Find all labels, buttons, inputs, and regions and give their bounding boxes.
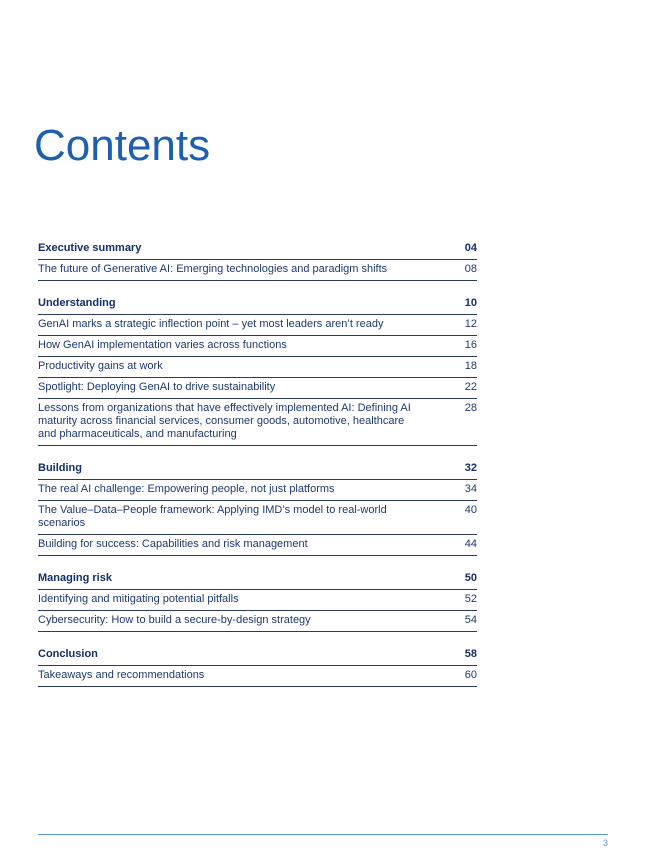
toc-heading[interactable] xyxy=(38,295,477,315)
toc-heading-label: Executive summary xyxy=(38,242,142,254)
toc-item-page: 22 xyxy=(464,381,477,393)
table-of-contents xyxy=(38,240,477,701)
page-number: 3 xyxy=(602,838,608,848)
toc-heading-label: Conclusion xyxy=(38,648,98,660)
toc-item-label: Lessons from organizations that have effectively implemented AI: Defining AI maturity across financial services, consumer goods, automotive, healthcare and pharmaceuticals, and manufacturing xyxy=(38,402,411,440)
toc-item[interactable] xyxy=(38,315,477,336)
page-title: Contents xyxy=(34,121,211,170)
toc-heading-label: Understanding xyxy=(38,297,116,309)
toc-item-label: Takeaways and recommendations xyxy=(38,669,205,681)
toc-heading-page: 32 xyxy=(464,462,477,474)
toc-item-label: How GenAI implementation varies across functions xyxy=(38,339,287,351)
toc-section-building xyxy=(38,460,477,556)
toc-item-label: The real AI challenge: Empowering people, not just platforms xyxy=(38,483,335,495)
toc-item[interactable] xyxy=(38,535,477,556)
toc-item-page: 40 xyxy=(464,504,477,516)
toc-item-label: Cybersecurity: How to build a secure-by-design strategy xyxy=(38,614,311,626)
toc-item[interactable] xyxy=(38,611,477,632)
toc-heading-label: Building xyxy=(38,462,82,474)
toc-item[interactable] xyxy=(38,666,477,687)
toc-section-executive-summary xyxy=(38,240,477,281)
toc-section-managing-risk xyxy=(38,570,477,632)
toc-heading-label: Managing risk xyxy=(38,572,112,584)
toc-section-conclusion xyxy=(38,646,477,687)
toc-item-label: Identifying and mitigating potential pitfalls xyxy=(38,593,239,605)
toc-heading[interactable] xyxy=(38,646,477,666)
toc-item-page: 16 xyxy=(464,339,477,351)
toc-item-page: 34 xyxy=(464,483,477,495)
toc-heading-page: 04 xyxy=(464,242,477,254)
footer-divider xyxy=(38,834,608,835)
toc-item-page: 08 xyxy=(464,263,477,275)
toc-heading-page: 58 xyxy=(464,648,477,660)
toc-item-label: GenAI marks a strategic inflection point – yet most leaders aren’t ready xyxy=(38,318,384,330)
toc-heading[interactable] xyxy=(38,240,477,260)
toc-item-page: 18 xyxy=(464,360,477,372)
toc-heading-page: 10 xyxy=(464,297,477,309)
toc-section-understanding xyxy=(38,295,477,446)
toc-item-page: 60 xyxy=(464,669,477,681)
toc-item-page: 44 xyxy=(464,538,477,550)
toc-heading[interactable] xyxy=(38,460,477,480)
toc-item[interactable] xyxy=(38,336,477,357)
toc-heading[interactable] xyxy=(38,570,477,590)
toc-item[interactable] xyxy=(38,590,477,611)
toc-item-label: Spotlight: Deploying GenAI to drive sustainability xyxy=(38,381,276,393)
toc-item-label: Productivity gains at work xyxy=(38,360,163,372)
toc-item[interactable] xyxy=(38,480,477,501)
toc-item-label: The Value–Data–People framework: Applying IMD’s model to real-world scenarios xyxy=(38,504,387,529)
toc-item[interactable] xyxy=(38,399,477,446)
toc-item-page: 12 xyxy=(464,318,477,330)
toc-item[interactable] xyxy=(38,357,477,378)
toc-item[interactable] xyxy=(38,378,477,399)
toc-item-page: 52 xyxy=(464,593,477,605)
toc-item-label: Building for success: Capabilities and risk management xyxy=(38,538,308,550)
toc-item[interactable] xyxy=(38,501,477,535)
toc-item-page: 28 xyxy=(464,402,477,414)
toc-heading-page: 50 xyxy=(464,572,477,584)
toc-item-label: The future of Generative AI: Emerging technologies and paradigm shifts xyxy=(38,263,388,275)
toc-item-page: 54 xyxy=(464,614,477,626)
toc-item[interactable] xyxy=(38,260,477,281)
